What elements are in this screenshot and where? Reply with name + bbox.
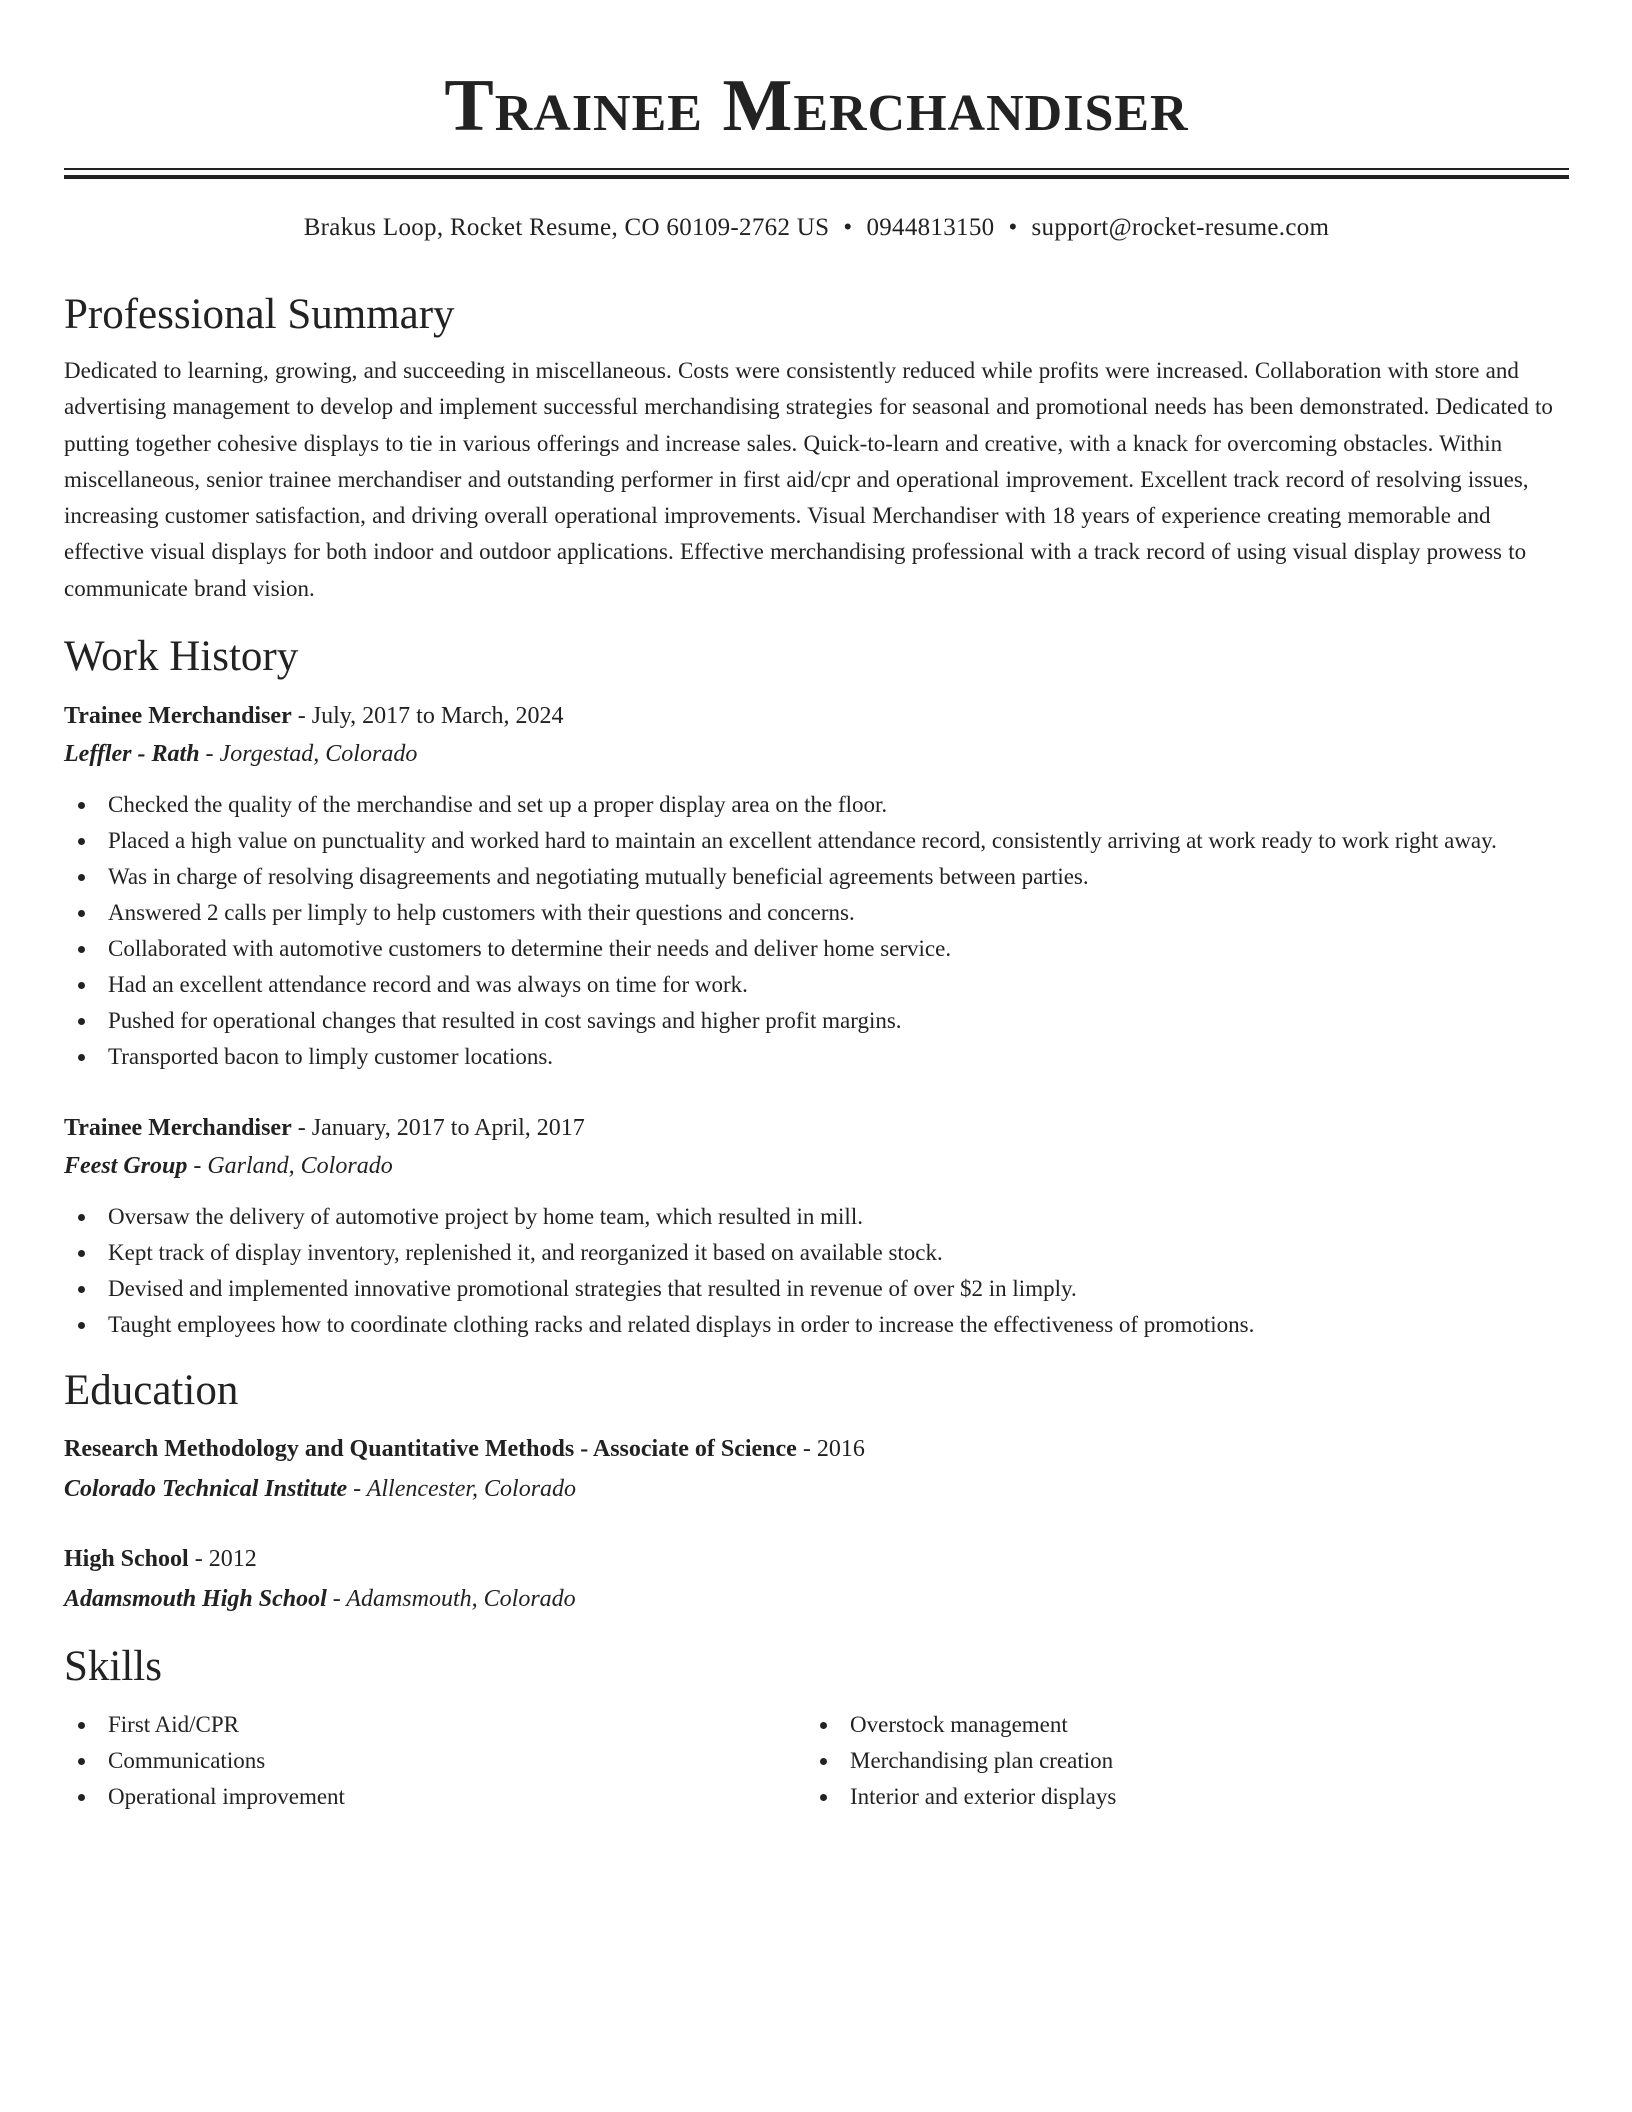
list-item xyxy=(64,823,1569,859)
job-employer-line xyxy=(64,1147,1569,1185)
contact-separator: • xyxy=(843,214,853,241)
job-header xyxy=(64,1109,1569,1147)
job-location: - Garland, Colorado xyxy=(187,1153,393,1180)
duty-text: Collaborated with automotive customers to determine their needs and deliver home service. xyxy=(108,936,952,962)
job-entry xyxy=(64,1109,1569,1343)
duty-text: Answered 2 calls per limply to help customers with their questions and concerns. xyxy=(108,900,855,926)
skill-text: Overstock management xyxy=(850,1712,1068,1738)
header-divider-thick xyxy=(64,175,1569,179)
bullet-icon xyxy=(78,1054,85,1061)
skill-text: Operational improvement xyxy=(108,1784,345,1810)
list-item xyxy=(64,1779,806,1815)
bullet-icon xyxy=(820,1722,827,1729)
list-item xyxy=(64,1743,806,1779)
list-item xyxy=(64,1707,806,1743)
list-item xyxy=(64,787,1569,823)
duty-text: Pushed for operational changes that resulted in cost savings and higher profit margins. xyxy=(108,1008,902,1034)
job-company: Leffler - Rath xyxy=(64,741,200,768)
bullet-icon xyxy=(78,1722,85,1729)
skills-list-left xyxy=(64,1707,806,1815)
bullet-icon xyxy=(78,946,85,953)
education-school-line xyxy=(64,1579,1569,1619)
list-item xyxy=(64,1307,1569,1343)
job-header xyxy=(64,697,1569,735)
summary-heading: Professional Summary xyxy=(64,291,455,338)
skill-text: First Aid/CPR xyxy=(108,1712,240,1738)
job-title: Trainee Merchandiser xyxy=(64,703,292,730)
job-employer-line xyxy=(64,735,1569,773)
duty-text: Had an excellent attendance record and was always on time for work. xyxy=(108,972,748,998)
education-year: - 2012 xyxy=(188,1546,257,1573)
bullet-icon xyxy=(78,1214,85,1221)
header-divider-thin xyxy=(64,168,1569,170)
skills-list-right xyxy=(806,1707,1548,1815)
job-location: - Jorgestad, Colorado xyxy=(199,741,418,768)
bullet-icon xyxy=(820,1794,827,1801)
bullet-icon xyxy=(820,1758,827,1765)
bullet-icon xyxy=(78,802,85,809)
duty-text: Taught employees how to coordinate clothing racks and related displays in order to increase the effectiveness of promotions. xyxy=(108,1312,1255,1338)
list-item xyxy=(64,1003,1569,1039)
bullet-icon xyxy=(78,982,85,989)
bullet-icon xyxy=(78,910,85,917)
education-year: - 2016 xyxy=(796,1436,865,1463)
job-entry xyxy=(64,697,1569,1075)
job-title: Trainee Merchandiser xyxy=(64,1115,292,1142)
education-location: - Allencester, Colorado xyxy=(347,1476,577,1503)
skills-heading: Skills xyxy=(64,1643,162,1691)
bullet-icon xyxy=(78,874,85,881)
summary-text: Dedicated to learning, growing, and succeeding in miscellaneous. Costs were consistently reduced while profits were increased. Collaboration with store and advertising management to develop and implement successful merchandising strategies for seasonal and promotional needs has been demonstrated. Dedicated to putting together cohesive displays to tie in various offerings and increase sales. Quick-to-learn and creative, with a knack for overcoming obstacles. Within miscellaneous, senior trainee merchandiser and outstanding performer in first aid/cpr and operational improvement. Excellent track record of resolving issues, increasing customer satisfaction, and driving overall operational improvements. Visual Merchandiser with 18 years of experience creating memorable and effective visual displays for both indoor and outdoor applications. Effective merchandising professional with a track record of using visual display prowess to communicate brand vision. xyxy=(64,358,1553,601)
education-entry xyxy=(64,1429,1569,1509)
bullet-icon xyxy=(78,1322,85,1329)
education-degree: Research Methodology and Quantitative Methods - Associate of Science xyxy=(64,1436,797,1463)
education-location: - Adamsmouth, Colorado xyxy=(326,1586,576,1613)
duty-text: Oversaw the delivery of automotive project by home team, which resulted in mill. xyxy=(108,1204,863,1230)
education-school: Adamsmouth High School xyxy=(64,1586,327,1613)
job-duties-list xyxy=(64,787,1569,1075)
resume-page xyxy=(64,0,1569,1815)
education-degree: High School xyxy=(64,1546,189,1573)
skill-text: Interior and exterior displays xyxy=(850,1784,1117,1810)
list-item xyxy=(64,1039,1569,1075)
bullet-icon xyxy=(78,1018,85,1025)
bullet-icon xyxy=(78,1794,85,1801)
skill-text: Communications xyxy=(108,1748,266,1774)
work-history-heading: Work History xyxy=(64,633,299,681)
job-dates: - January, 2017 to April, 2017 xyxy=(291,1115,585,1142)
duty-text: Transported bacon to limply customer locations. xyxy=(108,1044,554,1070)
job-company: Feest Group xyxy=(64,1153,188,1180)
contact-phone: 0944813150 xyxy=(866,214,995,241)
resume-name: Trainee Merchandiser xyxy=(444,65,1189,147)
list-item xyxy=(806,1707,1548,1743)
bullet-icon xyxy=(78,1250,85,1257)
list-item xyxy=(64,859,1569,895)
job-dates: - July, 2017 to March, 2024 xyxy=(291,703,564,730)
education-header xyxy=(64,1539,1569,1579)
contact-address: Brakus Loop, Rocket Resume, CO 60109-2762 US xyxy=(303,214,830,241)
list-item xyxy=(64,931,1569,967)
bullet-icon xyxy=(78,838,85,845)
contact-separator: • xyxy=(1008,214,1018,241)
duty-text: Devised and implemented innovative promotional strategies that resulted in revenue of over $2 in limply. xyxy=(108,1276,1077,1302)
education-school: Colorado Technical Institute xyxy=(64,1476,348,1503)
list-item xyxy=(806,1779,1548,1815)
skill-text: Merchandising plan creation xyxy=(850,1748,1114,1774)
duty-text: Was in charge of resolving disagreements and negotiating mutually beneficial agreements between parties. xyxy=(108,864,1089,890)
duty-text: Kept track of display inventory, replenished it, and reorganized it based on available stock. xyxy=(108,1240,943,1266)
list-item xyxy=(806,1743,1548,1779)
list-item xyxy=(64,1199,1569,1235)
job-duties-list xyxy=(64,1199,1569,1343)
education-header xyxy=(64,1429,1569,1469)
bullet-icon xyxy=(78,1758,85,1765)
education-school-line xyxy=(64,1469,1569,1509)
contact-line xyxy=(64,211,1569,245)
education-entry xyxy=(64,1539,1569,1619)
duty-text: Placed a high value on punctuality and worked hard to maintain an excellent attendance record, consistently arriving at work ready to work right away. xyxy=(108,828,1497,854)
contact-email: support@rocket-resume.com xyxy=(1031,214,1330,241)
list-item xyxy=(64,895,1569,931)
education-heading: Education xyxy=(64,1367,239,1415)
list-item xyxy=(64,967,1569,1003)
list-item xyxy=(64,1235,1569,1271)
bullet-icon xyxy=(78,1286,85,1293)
duty-text: Checked the quality of the merchandise and set up a proper display area on the floor. xyxy=(108,792,888,818)
skills-columns xyxy=(64,1707,1569,1815)
list-item xyxy=(64,1271,1569,1307)
